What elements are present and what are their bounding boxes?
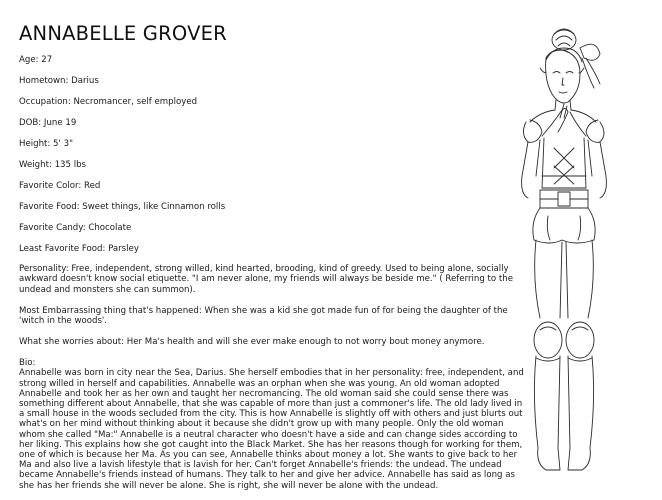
worries-paragraph: What she worries about: Her Ma's health and will she ever make enough to not worry bout money anymore.: [19, 337, 485, 347]
fact-favorite-candy: Favorite Candy: Chocolate: [19, 223, 132, 233]
fact-dob: DOB: June 19: [19, 118, 77, 128]
character-name: ANNABELLE GROVER: [19, 22, 227, 45]
fact-least-favorite-food: Least Favorite Food: Parsley: [19, 244, 139, 254]
bio-section: [19, 358, 529, 491]
fact-favorite-food: Favorite Food: Sweet things, like Cinnamon rolls: [19, 202, 226, 212]
fact-age: Age: 27: [19, 55, 53, 65]
fact-weight: Weight: 135 lbs: [19, 160, 87, 170]
embarrassing-paragraph: Most Embarrassing thing that's happened: When she was a kid she got made fun of for being the daughter of the 'witch in the woods'.: [19, 306, 508, 327]
bio-heading: Bio:: [19, 358, 36, 368]
fact-favorite-color: Favorite Color: Red: [19, 181, 101, 191]
fact-hometown: Hometown: Darius: [19, 76, 99, 86]
character-illustration: [500, 18, 662, 500]
personality-paragraph: Personality: Free, independent, strong willed, kind hearted, brooding, kind of greedy. Used to being alone, socially awkward doesn't know social etiquette. "I am never alone, my friends will always be beside me." ( Referring to the undead and monsters she can summon).: [19, 264, 513, 295]
fact-height: Height: 5' 3": [19, 139, 74, 149]
bio-text: Annabelle was born in city near the Sea, Darius. She herself embodies that in her personality: free, independent, and strong willed in herself and capabilities. Annabelle was an orphan when she was young. An old woman adopted Annabelle and took her as her own and taught her necromancing. The old woman said she could sense there was something different about Annabelle, that she was capable of more than just a commoner's life. The old lady lived in a small house in the woods secluded from the city. This is how Annabelle is slightly off with others and just blurts out what's on her mind without thinking about it because she didn't grow up with many people. Only the old woman whom she called "Ma:" Annabelle is a neutral character who doesn't have a side and can change sides according to her liking. This explains how she got caught into the Black Market. She has her reasons though for working for them, one of which is because her Ma. As you can see, Annabelle thinks about money a lot. She wants to give back to her Ma and also live a lavish lifestyle that is lavish for her. Can't forget Annabelle's friends: the undead. The undead became Annabelle's friends instead of humans. They talk to her and give her advice. Annabelle has said as long as she has her friends she will never be alone. She is right, she will never be alone with the undead.: [19, 368, 524, 491]
fact-occupation: Occupation: Necromancer, self employed: [19, 97, 198, 107]
